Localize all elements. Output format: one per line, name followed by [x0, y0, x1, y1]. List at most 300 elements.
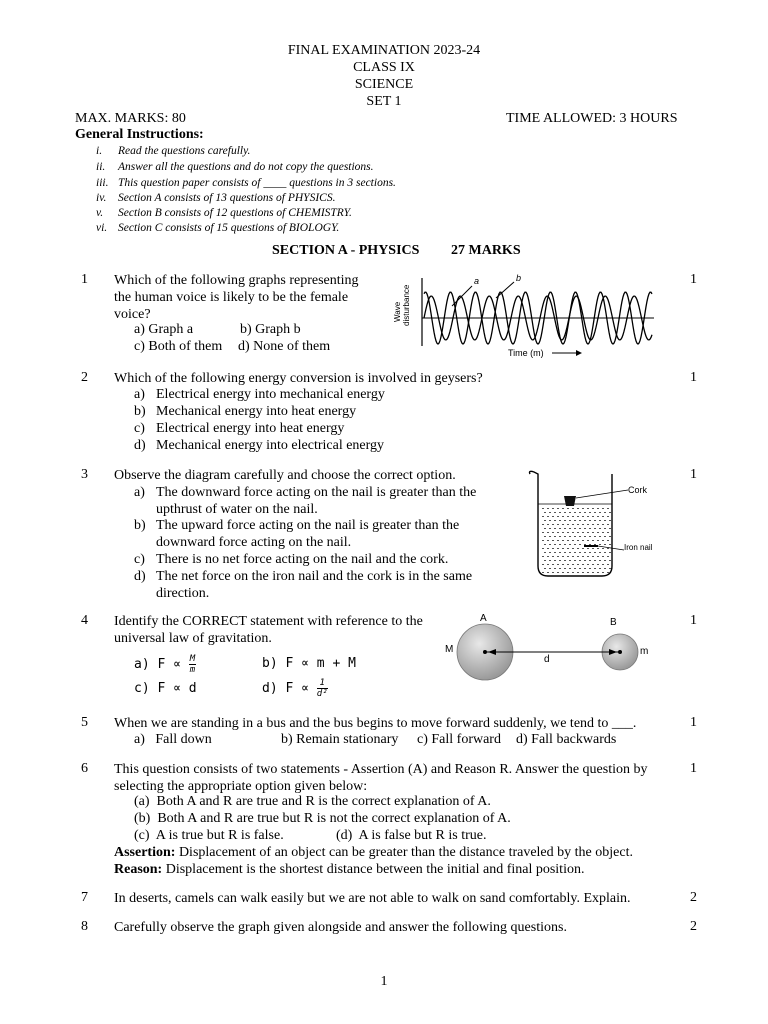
option-text: direction. — [156, 586, 210, 601]
water-speckle — [564, 520, 566, 521]
water-speckle — [542, 572, 544, 573]
water-speckle — [602, 556, 604, 557]
instruction-text: Section B consists of 12 questions of CHEMISTRY. — [118, 207, 352, 219]
water-speckle — [597, 532, 599, 533]
beaker-figure — [524, 466, 664, 582]
water-speckle — [574, 520, 576, 521]
option-b: b) Graph b — [240, 322, 301, 337]
set-label: SET 1 — [366, 94, 402, 109]
water-speckle — [607, 556, 609, 557]
water-speckle — [574, 536, 576, 537]
water-speckle — [547, 516, 549, 517]
water-speckle — [567, 532, 569, 533]
water-speckle — [582, 564, 584, 565]
label-M: M — [445, 644, 454, 655]
water-speckle — [602, 572, 604, 573]
water-speckle — [567, 548, 569, 549]
water-speckle — [572, 540, 574, 541]
water-speckle — [579, 536, 581, 537]
question-marks: 1 — [690, 761, 697, 776]
water-speckle — [547, 524, 549, 525]
water-speckle — [607, 532, 609, 533]
option-letter: b) — [134, 404, 146, 419]
water-speckle — [592, 508, 594, 509]
water-speckle — [562, 508, 564, 509]
water-speckle — [567, 564, 569, 565]
instruction-text: Read the questions carefully. — [118, 145, 251, 157]
water-speckle — [597, 524, 599, 525]
water-speckle — [609, 520, 611, 521]
water-speckle — [599, 552, 601, 553]
water-speckle — [554, 560, 556, 561]
water-speckle — [572, 508, 574, 509]
water-speckle — [549, 536, 551, 537]
option-b: (b) Both A and R are true but R is not the correct explanation of A. — [134, 811, 511, 826]
water-speckle — [587, 516, 589, 517]
cork-pointer — [576, 490, 628, 498]
question-line: This question consists of two statements - Assertion (A) and Reason R. Answer the question by — [114, 762, 648, 777]
reason-statement — [114, 862, 584, 878]
water-speckle — [549, 560, 551, 561]
water-speckle — [604, 560, 606, 561]
option-b: b) Remain stationary — [281, 732, 399, 747]
water-speckle — [584, 568, 586, 569]
water-speckle — [562, 556, 564, 557]
instruction-item — [96, 161, 374, 173]
water-speckle — [587, 532, 589, 533]
water-speckle — [567, 540, 569, 541]
water-speckle — [544, 520, 546, 521]
water-speckle — [552, 532, 554, 533]
water-speckle — [579, 560, 581, 561]
water — [542, 508, 611, 573]
water-speckle — [577, 556, 579, 557]
water-speckle — [552, 516, 554, 517]
water-speckle — [587, 540, 589, 541]
water-speckle — [587, 524, 589, 525]
water-speckle — [544, 568, 546, 569]
water-speckle — [559, 512, 561, 513]
water-speckle — [549, 544, 551, 545]
question-line: universal law of gravitation. — [114, 631, 272, 646]
water-speckle — [554, 568, 556, 569]
label-m: m — [640, 646, 649, 657]
water-speckle — [557, 572, 559, 573]
water-speckle — [569, 512, 571, 513]
question-marks: 1 — [690, 467, 697, 482]
water-speckle — [582, 556, 584, 557]
water-speckle — [602, 532, 604, 533]
water-speckle — [602, 564, 604, 565]
exam-title: FINAL EXAMINATION 2023-24 — [287, 43, 481, 58]
option-c: c) Fall forward — [417, 732, 501, 747]
water-speckle — [542, 548, 544, 549]
section-title: SECTION A - PHYSICS — [272, 243, 420, 258]
section-marks: 27 MARKS — [451, 243, 521, 258]
water-speckle — [542, 524, 544, 525]
label-b: b — [516, 273, 522, 283]
water-speckle — [547, 540, 549, 541]
water-speckle — [547, 508, 549, 509]
water-speckle — [544, 528, 546, 529]
water-speckle — [549, 512, 551, 513]
water-speckle — [569, 560, 571, 561]
fraction-denominator: m — [189, 665, 196, 675]
water-speckle — [552, 524, 554, 525]
water-speckle — [552, 572, 554, 573]
question-number: 2 — [81, 370, 88, 385]
water-speckle — [589, 552, 591, 553]
water-speckle — [594, 560, 596, 561]
water-speckle — [592, 524, 594, 525]
option-a: a) Fall down — [134, 732, 212, 747]
water-speckle — [589, 528, 591, 529]
water-speckle — [559, 520, 561, 521]
water-speckle — [597, 572, 599, 573]
water-speckle — [574, 528, 576, 529]
water-speckle — [597, 564, 599, 565]
water-speckle — [574, 552, 576, 553]
water-speckle — [597, 508, 599, 509]
water-speckle — [594, 528, 596, 529]
label-B: B — [610, 617, 617, 628]
water-speckle — [592, 572, 594, 573]
water-speckle — [564, 560, 566, 561]
water-speckle — [554, 544, 556, 545]
y-axis-label: Wave — [393, 301, 402, 322]
water-speckle — [554, 520, 556, 521]
water-speckle — [604, 520, 606, 521]
instruction-num: iv. — [96, 192, 107, 204]
water-speckle — [599, 536, 601, 537]
option-b — [134, 404, 356, 420]
max-marks: MAX. MARKS: 80 — [75, 111, 186, 126]
option-b — [134, 517, 459, 551]
water-speckle — [544, 552, 546, 553]
water-speckle — [542, 508, 544, 509]
instruction-num: i. — [96, 145, 103, 157]
reason-label: Reason: — [114, 862, 163, 877]
water-speckle — [584, 560, 586, 561]
water-speckle — [579, 512, 581, 513]
water-speckle — [604, 528, 606, 529]
water-speckle — [557, 548, 559, 549]
water-speckle — [564, 552, 566, 553]
instruction-num: v. — [96, 207, 104, 219]
water-speckle — [607, 564, 609, 565]
question-text — [114, 272, 359, 323]
water-speckle — [542, 556, 544, 557]
water-speckle — [574, 512, 576, 513]
assertion-label: Assertion: — [114, 845, 176, 860]
option-letter: d) — [134, 438, 146, 453]
water-speckle — [557, 508, 559, 509]
water-speckle — [577, 540, 579, 541]
water-speckle — [574, 544, 576, 545]
water-speckle — [577, 524, 579, 525]
class-label: CLASS IX — [353, 60, 415, 75]
water-speckle — [602, 540, 604, 541]
question-line: Which of the following graphs representing — [114, 273, 359, 288]
water-speckle — [602, 548, 604, 549]
water-speckle — [564, 544, 566, 545]
water-speckle — [589, 520, 591, 521]
option-c — [134, 421, 344, 437]
nail-label: Iron nail — [624, 543, 653, 552]
water-speckle — [562, 540, 564, 541]
water-speckle — [557, 516, 559, 517]
option-c — [134, 551, 448, 568]
option-letter: c) — [134, 552, 145, 567]
pointer-b — [496, 282, 514, 298]
water-speckle — [552, 540, 554, 541]
water-speckle — [572, 572, 574, 573]
question-marks: 1 — [690, 272, 697, 287]
water-speckle — [582, 516, 584, 517]
water-speckle — [554, 536, 556, 537]
water-speckle — [572, 556, 574, 557]
assertion-text: Displacement of an object can be greater than the distance traveled by the object. — [175, 845, 633, 860]
option-text: Electrical energy into heat energy — [156, 421, 345, 436]
option-text: The upward force acting on the nail is greater than the — [156, 518, 460, 533]
water-speckle — [577, 564, 579, 565]
question-number: 1 — [81, 272, 88, 287]
option-a: a) Graph a — [134, 322, 194, 337]
water-speckle — [592, 564, 594, 565]
water-speckle — [557, 532, 559, 533]
water-speckle — [549, 568, 551, 569]
wave-graph-figure — [384, 268, 662, 360]
water-speckle — [604, 544, 606, 545]
water-speckle — [594, 552, 596, 553]
water-speckle — [594, 512, 596, 513]
water-speckle — [559, 568, 561, 569]
option-d — [134, 438, 384, 454]
option-text: d) F ∝ — [262, 681, 317, 696]
water-speckle — [552, 548, 554, 549]
water-speckle — [592, 516, 594, 517]
water-speckle — [564, 512, 566, 513]
question-line: the human voice is likely to be the female — [114, 290, 349, 305]
water-speckle — [572, 524, 574, 525]
instruction-text: Section A consists of 13 questions of PHYSICS. — [118, 192, 336, 204]
fraction-numerator: 1 — [317, 678, 328, 689]
water-speckle — [589, 568, 591, 569]
option-letter: d) — [134, 569, 146, 584]
water-speckle — [587, 508, 589, 509]
water-speckle — [567, 516, 569, 517]
water-speckle — [552, 508, 554, 509]
question-marks: 1 — [690, 370, 697, 385]
center-B-dot — [618, 650, 622, 654]
question-marks: 2 — [690, 890, 697, 905]
water-speckle — [607, 548, 609, 549]
option-text: There is no net force acting on the nail and the cork. — [156, 552, 449, 567]
question-text: Observe the diagram carefully and choose the correct option. — [114, 468, 456, 483]
instruction-item — [96, 207, 352, 219]
option-text: Mechanical energy into electrical energy — [156, 438, 385, 453]
water-speckle — [567, 556, 569, 557]
option-letter: b) — [134, 518, 146, 533]
water-speckle — [604, 536, 606, 537]
water-speckle — [579, 528, 581, 529]
instruction-num: vi. — [96, 222, 108, 234]
y-axis-label: disturbance — [402, 284, 411, 326]
fraction-denominator: d² — [316, 689, 328, 699]
instructions-heading: General Instructions: — [75, 127, 204, 142]
water-speckle — [607, 516, 609, 517]
option-letter: a) — [134, 387, 145, 402]
instruction-num: iii. — [96, 177, 109, 189]
option-c: c) Both of them — [134, 339, 223, 354]
question-line: selecting the appropriate option given below: — [114, 779, 368, 794]
water-speckle — [589, 512, 591, 513]
water-speckle — [582, 524, 584, 525]
label-a: a — [474, 276, 480, 286]
water-speckle — [604, 552, 606, 553]
water-speckle — [597, 516, 599, 517]
water-speckle — [544, 560, 546, 561]
water-speckle — [564, 528, 566, 529]
water-speckle — [557, 524, 559, 525]
water-speckle — [602, 508, 604, 509]
water-speckle — [587, 548, 589, 549]
question-line: Identify the CORRECT statement with reference to the — [114, 614, 423, 629]
question-number: 3 — [81, 467, 88, 482]
water-speckle — [574, 568, 576, 569]
water-speckle — [559, 536, 561, 537]
water-speckle — [577, 516, 579, 517]
water-speckle — [559, 544, 561, 545]
water-speckle — [607, 524, 609, 525]
water-speckle — [599, 544, 601, 545]
water-speckle — [569, 552, 571, 553]
water-speckle — [609, 552, 611, 553]
water-speckle — [554, 552, 556, 553]
subject-label: SCIENCE — [354, 77, 414, 92]
water-speckle — [564, 568, 566, 569]
water-speckle — [594, 544, 596, 545]
x-axis-label: Time (m) — [508, 348, 544, 358]
option-a — [134, 654, 196, 675]
water-speckle — [547, 572, 549, 573]
option-c: c) F ∝ d — [134, 681, 197, 696]
water-speckle — [552, 556, 554, 557]
water-speckle — [562, 524, 564, 525]
water-speckle — [557, 540, 559, 541]
question-line: voice? — [114, 307, 151, 322]
arrow-head-icon — [576, 350, 582, 356]
water-speckle — [567, 572, 569, 573]
instruction-text: Section C consists of 15 questions of BIOLOGY. — [118, 222, 340, 234]
water-speckle — [584, 520, 586, 521]
option-text: Electrical energy into mechanical energy — [156, 387, 385, 402]
option-a: (a) Both A and R are true and R is the correct explanation of A. — [134, 794, 491, 809]
question-text: Carefully observe the graph given alongside and answer the following questions. — [114, 920, 567, 935]
water-speckle — [582, 572, 584, 573]
water-speckle — [594, 520, 596, 521]
water-speckle — [549, 552, 551, 553]
instruction-num: ii. — [96, 161, 106, 173]
water-speckle — [609, 512, 611, 513]
water-speckle — [599, 560, 601, 561]
water-speckle — [547, 564, 549, 565]
water-speckle — [599, 512, 601, 513]
option-letter: c) — [134, 421, 145, 436]
water-speckle — [572, 516, 574, 517]
water-speckle — [552, 564, 554, 565]
water-speckle — [547, 556, 549, 557]
label-d: d — [544, 654, 550, 665]
water-speckle — [597, 548, 599, 549]
option-a — [134, 387, 385, 403]
water-speckle — [549, 520, 551, 521]
water-speckle — [549, 528, 551, 529]
option-d: d) Fall backwards — [516, 732, 617, 747]
option-text: The downward force acting on the nail is greater than the — [156, 485, 477, 500]
water-speckle — [587, 556, 589, 557]
water-speckle — [544, 536, 546, 537]
water-speckle — [562, 532, 564, 533]
instruction-item — [96, 145, 250, 157]
reason-text: Displacement is the shortest distance between the initial and final position. — [162, 862, 585, 877]
water-speckle — [599, 568, 601, 569]
water-speckle — [587, 564, 589, 565]
water-speckle — [544, 512, 546, 513]
water-speckle — [572, 532, 574, 533]
water-speckle — [557, 564, 559, 565]
water-speckle — [554, 512, 556, 513]
water-speckle — [542, 564, 544, 565]
question-number: 6 — [81, 761, 88, 776]
water-speckle — [609, 568, 611, 569]
instruction-item — [96, 177, 396, 189]
water-speckle — [579, 544, 581, 545]
water-speckle — [604, 568, 606, 569]
water-speckle — [564, 536, 566, 537]
option-text: Mechanical energy into heat energy — [156, 404, 357, 419]
option-text: The net force on the iron nail and the cork is in the same — [156, 569, 473, 584]
water-speckle — [584, 544, 586, 545]
time-allowed: TIME ALLOWED: 3 HOURS — [506, 111, 678, 126]
water-speckle — [554, 528, 556, 529]
water-speckle — [602, 524, 604, 525]
question-text — [114, 761, 648, 795]
water-speckle — [592, 556, 594, 557]
water-speckle — [609, 544, 611, 545]
water-speckle — [547, 548, 549, 549]
water-speckle — [584, 536, 586, 537]
water-speckle — [577, 572, 579, 573]
water-speckle — [592, 540, 594, 541]
water-speckle — [592, 532, 594, 533]
gravitation-figure — [440, 610, 660, 686]
water-speckle — [569, 528, 571, 529]
water-speckle — [544, 544, 546, 545]
water-speckle — [587, 572, 589, 573]
instruction-item — [96, 192, 335, 204]
water-speckle — [582, 540, 584, 541]
water-speckle — [592, 548, 594, 549]
option-b: b) F ∝ m + M — [262, 656, 356, 671]
water-speckle — [594, 568, 596, 569]
water-speckle — [607, 572, 609, 573]
page-number: 1 — [380, 974, 388, 989]
water-speckle — [607, 508, 609, 509]
question-number: 8 — [81, 919, 88, 934]
water-speckle — [597, 540, 599, 541]
water-speckle — [582, 532, 584, 533]
